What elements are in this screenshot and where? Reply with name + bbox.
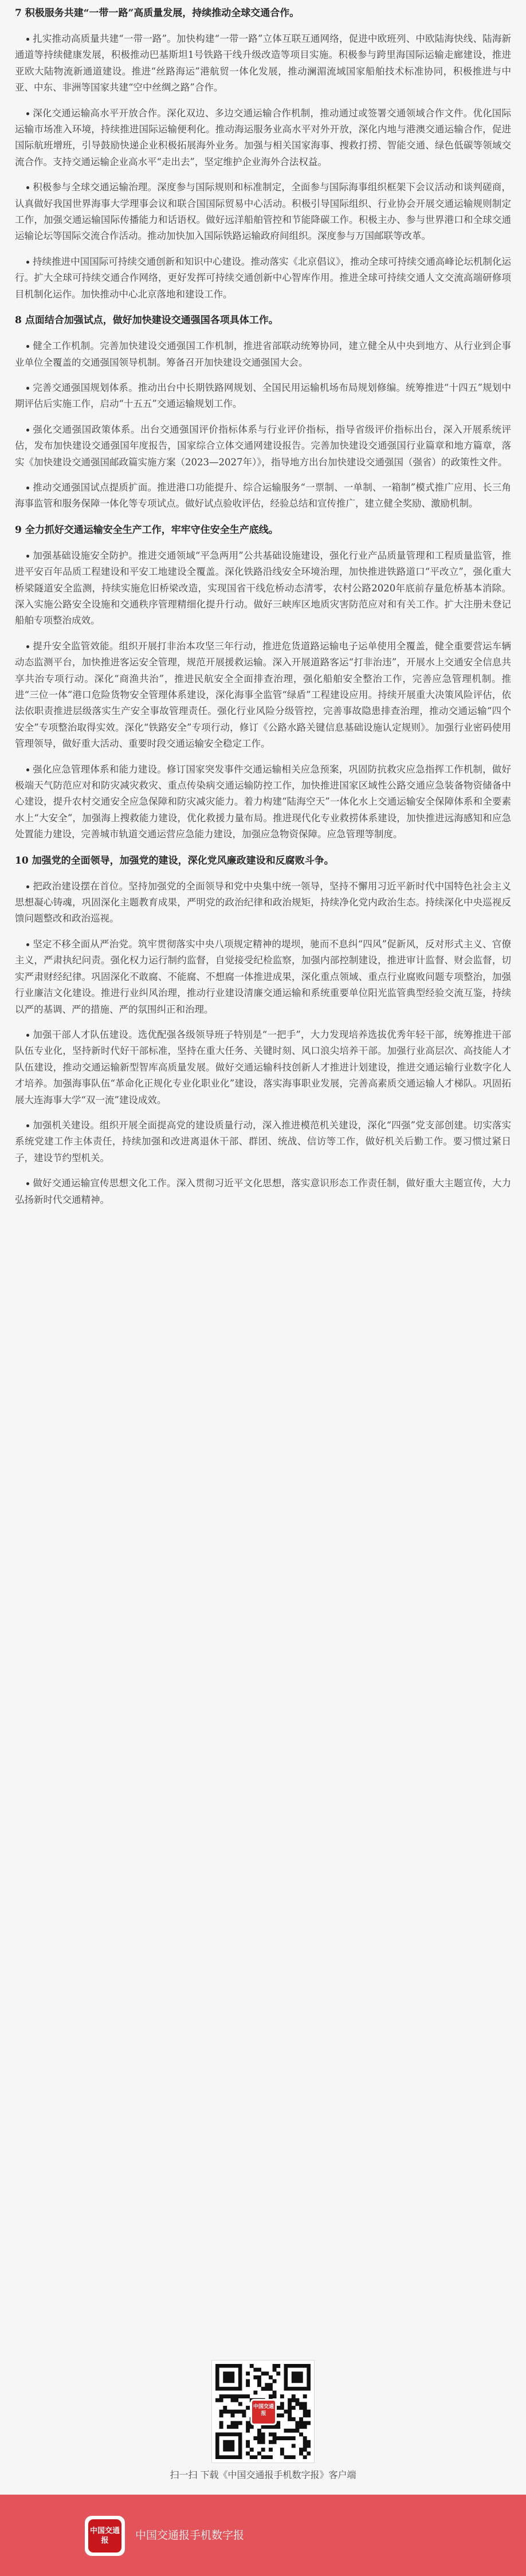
qr-center-logo: 中国交通报 bbox=[250, 2399, 277, 2425]
paragraph-text: 把政治建设摆在首位。坚持加强党的全面领导和党中央集中统一领导，坚持不懈用习近平新时代中国特色社会主义思想凝心铸魂，巩固深化主题教育成果，严明党的政治纪律和政治规矩，持续净化党内政治生态。持续深化中央巡视反馈问题整改和政治巡视。 bbox=[15, 880, 511, 924]
paragraph-text: 扎实推动高质量共建“一带一路”。加快构建“一带一路”立体互联互通网络，促进中欧班列、中欧陆海快线、陆海新通道等持续健康发展，积极推动巴基斯坦1号铁路干线升级改造等项目实施。积极参与跨里海国际运输走廊建设，推进亚欧大陆物流新通道建设。推进“丝路海运”港航贸一体化发展，推动澜湄流域国家船舶技术标准协同，积极推进与中亚、中东、非洲等国家共建“空中丝绸之路”合作。 bbox=[15, 33, 511, 93]
section-10-paragraph-5 bbox=[15, 1175, 511, 1208]
section-7-paragraph-1 bbox=[15, 31, 511, 96]
bullet-icon bbox=[26, 112, 29, 115]
paragraph-text: 深化交通运输高水平开放合作。深化双边、多边交通运输合作机制，推动通过或签署交通领域合作文件。优化国际运输市场准入环境，持续推进国际运输便利化。推动海运服务业高水平对外开放，深化内地与港澳交通运输合作，促进国际航班增班，引导鼓励快递企业积极拓展海外业务。加强与相关国家海事、搜救打捞、智能交通、绿色低碳等领域交流合作。支持交通运输企业高水平“走出去”，坚定维护企业海外合法权益。 bbox=[15, 107, 511, 167]
section-8-paragraph-3 bbox=[15, 422, 511, 470]
brand-logo-mark: 中国交通报 bbox=[88, 2519, 121, 2553]
paragraph-text: 持续推进中国国际可持续交通创新和知识中心建设。推动落实《北京倡议》，推动全球可持续交通高峰论坛机制化运行。扩大全球可持续交通合作网络，更好发挥可持续交通创新中心智库作用。推进全球可持续交通人文交流高端研修项目机制化运作。加快推动中心北京落地和建设工作。 bbox=[15, 256, 511, 300]
section-7-paragraph-4 bbox=[15, 254, 511, 303]
section-10-paragraph-3 bbox=[15, 1027, 511, 1108]
paragraph-text: 加强干部人才队伍建设。选优配强各级领导班子特别是“一把手”，大力发现培养选拔优秀年轻干部，统筹推进干部队伍专业化，坚持新时代好干部标准，坚持在重大任务、关键时刻、风口浪尖培养干部。加强行业高层次、高技能人才队伍建设，推动交通运输新型智库高质量发展。做好交通运输科技创新人才推进计划建设，推进交通运输行业数字化人才培养。加强海事队伍“革命化正规化专业化职业化”建设，落实海事职业发展，完善高素质交通运输人才梯队。巩固拓展大连海事大学“双一流”建设成效。 bbox=[15, 1029, 511, 1105]
section-7-paragraph-3 bbox=[15, 179, 511, 245]
paragraph-text: 加强基础设施安全防护。推进交通领域“平急两用”公共基础设施建设，强化行业产品质量管理和工程质量监管，推进平安百年品质工程建设和平安工地建设全覆盖。深化铁路沿线安全环境治理，加快推进铁路道口“平改立”，强化重大桥梁隧道安全监测，持续实施危旧桥梁改造，实现国省干线危桥动态清零，农村公路2020年底前存量危桥基本消除。深入实施公路安全设施和交通秩序管理精细化提升行动。做好三峡库区地质灾害防范应对和有关工作。扩大注册未登记船舶专项整治成效。 bbox=[15, 550, 511, 626]
paragraph-text: 强化交通强国政策体系。出台交通强国评价指标体系与行业评价指标，指导省级评价指标出台，深入开展系统评估，发布加快建设交通强国年度报告，国家综合立体交通网建设报告。完善加快建设交通强国行业篇章和地方篇章，落实《加快建设交通强国邮政篇实施方案（2023—2027年）》，指导地方出台加快建设交通强国（强省）的政策性文件。 bbox=[15, 424, 511, 468]
paragraph-text: 加强机关建设。组织开展全面提高党的建设质量行动，深入推进模范机关建设，深化“四强”党支部创建。切实落实系统党建工作主体责任，持续加强和改进离退休干部、群团、统战、信访等工作，做好机关后勤工作。要习惯过紧日子，建设节约型机关。 bbox=[15, 1119, 511, 1163]
brand-name: 中国交通报手机数字报 bbox=[135, 2529, 245, 2542]
paragraph-text: 健全工作机制。完善加快建设交通强国工作机制，推进省部联动统筹协同，建立健全从中央到地方、从行业到企事业单位全覆盖的交通强国领导机制。筹备召开加快建设交通强国大会。 bbox=[15, 340, 511, 368]
section-9-paragraph-3 bbox=[15, 762, 511, 843]
qr-download-block bbox=[0, 2360, 526, 2480]
section-8-heading: 8 点面结合加强试点，做好加快建设交通强国各项具体工作。 bbox=[15, 315, 278, 327]
section-8-paragraph-2 bbox=[15, 380, 511, 413]
bullet-icon bbox=[26, 1034, 29, 1037]
bullet-icon bbox=[26, 555, 29, 558]
section-7-heading: 7 积极服务共建“一带一路”高质量发展，持续推动全球交通合作。 bbox=[15, 7, 300, 19]
paragraph-text: 做好交通运输宣传思想文化工作。深入贯彻习近平文化思想，落实意识形态工作责任制，做好重大主题宣传，大力弘扬新时代交通精神。 bbox=[15, 1178, 511, 1205]
section-10-paragraph-1 bbox=[15, 879, 511, 927]
paragraph-text: 坚定不移全面从严治党。筑牢贯彻落实中央八项规定精神的堤坝，驰而不息纠“四风”促新风，反对形式主义、官僚主义，严肃执纪问责。强化权力运行制约监督，自觉接受纪检监察，加强内部控制建设，推进审计监督、财会监督，切实严肃财经纪律。巩固深化不敢腐、不能腐、不想腐一体推进成果，深化重点领域、重点行业腐败问题专项整治，加强行业廉洁文化建设。推进行业纠风治理，推动行业建设清廉交通运输和系统重要单位阳光监管典型经验交流互鉴，持续以严的基调、严的措施、严的氛围纠正和治理。 bbox=[15, 938, 511, 1015]
bullet-icon bbox=[26, 387, 29, 390]
footer-brand-banner[interactable] bbox=[0, 2495, 526, 2576]
section-8-paragraph-1 bbox=[15, 338, 511, 371]
bullet-icon bbox=[26, 645, 29, 648]
section-8-paragraph-4 bbox=[15, 480, 511, 512]
bullet-icon bbox=[26, 1182, 29, 1185]
brand-logo bbox=[85, 2516, 125, 2556]
qr-code[interactable] bbox=[211, 2360, 315, 2463]
paragraph-text: 强化应急管理体系和能力建设。修订国家突发事件交通运输相关应急预案，巩固防抗救灾应急指挥工作机制，做好极端天气防范应对和防灾减灾救灾、重点传染病交通运输防控工作，加快推进国家区域性公路交通应急装备物资储备中心建设，提升农村交通安全应急保障和防灾减灾能力。着力构建“陆海空天”一体化水上交通运输安全保障体系和全要素水上“大安全”，加强海上搜救能力建设，优化救援力量布局。推进现代化专业救捞体系建设，加快推进远海感知和应急处置能力建设，完善城市轨道交通运营应急能力建设，加强应急物资保障。应急管理等制度。 bbox=[15, 763, 511, 840]
paragraph-text: 积极参与全球交通运输治理。深度参与国际规则和标准制定，全面参与国际海事组织框架下会议活动和谈判磋商，认真做好我国世界海事大学理事会议和联合国国际贸易中心活动。积极引导国际组织、行业协会开展交通运输规则制定工作，加强交通运输国际传播能力和话语权。做好远洋船舶管控和节能降碳工作。积极主办、参与世界港口和全球交通运输论坛等国际交流合作活动。推动加快加入国际铁路运输政府间组织。深度参与万国邮联等改革。 bbox=[15, 182, 511, 242]
section-10-paragraph-2 bbox=[15, 936, 511, 1018]
qr-caption: 扫一扫 下载《中国交通报手机数字报》客户端 bbox=[170, 2469, 356, 2480]
bullet-icon bbox=[26, 261, 29, 264]
paragraph-text: 推动交通强国试点提质扩面。推进港口功能提升、综合运输服务“一票制、一单制、一箱制”模式推广应用、长三角海事监管和服务保障一体化等专项试点。做好试点验收评估，经验总结和宣传推广，建立健全奖励、激励机制。 bbox=[15, 481, 511, 509]
paragraph-text: 提升安全监管效能。组织开展打非治本攻坚三年行动，推进危货道路运输电子运单使用全覆盖，健全重要营运车辆动态监测平台，加快推进客运安全管理，规范开展援救运输。深入开展道路客运“打非治违”，开展水上交通安全信息共享共治专项行动。深化“商渔共治”，推进民航安全全面排查治理，强化船舶安全整治工作，完善应急管理机制。推进“三位一体”港口危险货物安全管理体系建设，深化海事全监管“绿盾”工程建设应用。持续开展重大决策风险评估，依法依职责推进层级落实生产安全事故管理责任。强化行业风险分级管控，完善事故隐患排查治理，推动交通运输“四个安全”专项整治取得实效。深化“铁路安全”专项行动，修订《公路水路关键信息基础设施认定规则》。加强行业密码使用管理领导，做好重大活动、重要时段交通运输安全稳定工作。 bbox=[15, 640, 511, 750]
section-9-paragraph-2 bbox=[15, 638, 511, 752]
section-10-heading: 10 加强党的全面领导，加强党的建设，深化党风廉政建设和反腐败斗争。 bbox=[15, 854, 334, 866]
bullet-icon bbox=[26, 1124, 29, 1127]
bullet-icon bbox=[26, 885, 29, 888]
section-9-paragraph-1 bbox=[15, 548, 511, 629]
section-7-paragraph-2 bbox=[15, 105, 511, 171]
section-10-paragraph-4 bbox=[15, 1118, 511, 1166]
bullet-icon bbox=[26, 769, 29, 771]
bullet-icon bbox=[26, 38, 29, 41]
bullet-icon bbox=[26, 487, 29, 489]
paragraph-text: 完善交通强国规划体系。推动出台中长期铁路网规划、全国民用运输机场布局规划修编。统筹推进“十四五”规划中期评估后实施工作，启动“十五五”交通运输规划工作。 bbox=[15, 382, 511, 410]
bullet-icon bbox=[26, 186, 29, 189]
section-9-heading: 9 全力抓好交通运输安全生产工作，牢牢守住安全生产底线。 bbox=[15, 524, 278, 536]
bullet-icon bbox=[26, 429, 29, 432]
bullet-icon bbox=[26, 345, 29, 348]
bullet-icon bbox=[26, 943, 29, 946]
